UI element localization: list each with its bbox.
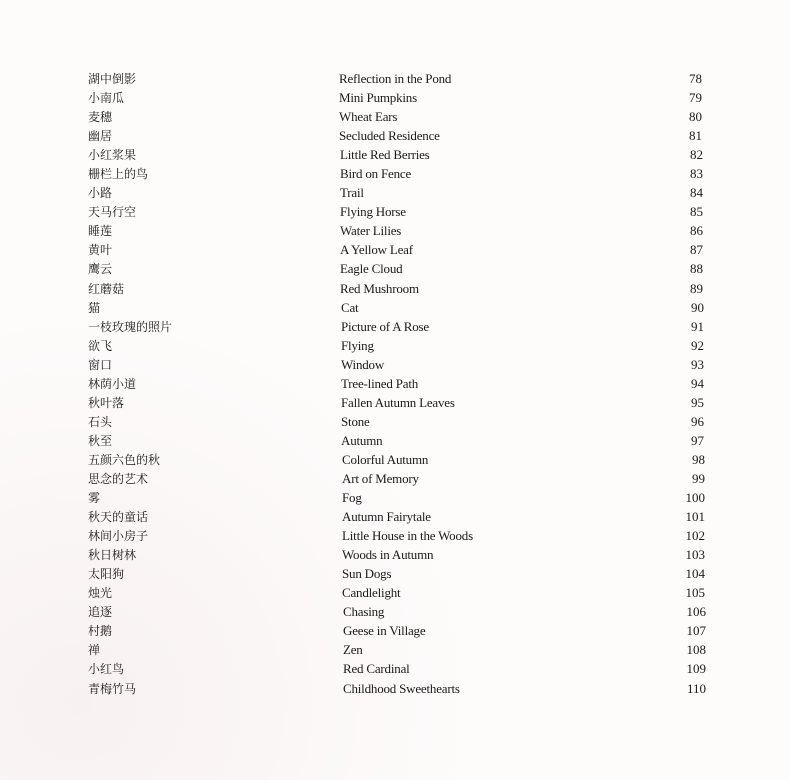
toc-entry-english-title: Art of Memory <box>342 470 419 486</box>
toc-entry-english-title: Flying <box>341 337 374 353</box>
toc-entry-page-number: 101 <box>685 509 705 525</box>
toc-entry <box>0 165 790 184</box>
toc-entry-page-number: 102 <box>685 528 705 544</box>
toc-entry-chinese-title: 栅栏上的鸟 <box>88 167 149 182</box>
toc-entry <box>0 203 790 222</box>
toc-entry-page-number: 87 <box>690 242 703 258</box>
toc-entry-english-title: Reflection in the Pond <box>339 71 452 86</box>
toc-entry <box>0 70 790 89</box>
toc-entry-english-title: Cat <box>341 299 359 315</box>
toc-entry <box>0 260 790 279</box>
toc-entry <box>0 489 790 508</box>
toc-entry-chinese-title: 睡莲 <box>88 224 113 239</box>
toc-entry-page-number: 109 <box>686 661 706 677</box>
toc-entry-page-number: 104 <box>685 566 705 582</box>
toc-entry-english-title: Red Cardinal <box>343 661 410 677</box>
toc-entry-page-number: 79 <box>689 90 702 106</box>
toc-entry-page-number: 82 <box>690 147 703 163</box>
toc-entry-chinese-title: 禅 <box>88 643 101 658</box>
toc-entry-chinese-title: 五颜六色的秋 <box>88 452 161 467</box>
toc-entry <box>0 222 790 241</box>
toc-entry-chinese-title: 黄叶 <box>88 243 113 258</box>
toc-entry-chinese-title: 鹰云 <box>88 262 113 277</box>
toc-entry-page-number: 103 <box>685 547 705 563</box>
toc-entry-page-number: 81 <box>689 128 702 144</box>
toc-entry-english-title: Colorful Autumn <box>342 451 429 467</box>
toc-entry <box>0 394 790 413</box>
toc-entry-page-number: 92 <box>691 337 704 353</box>
toc-entry-chinese-title: 追逐 <box>88 605 113 620</box>
toc-entry <box>0 470 790 489</box>
toc-entry-english-title: Autumn <box>341 432 383 448</box>
toc-entry-english-title: Autumn Fairytale <box>342 509 431 525</box>
toc-entry-page-number: 88 <box>690 261 703 277</box>
toc-entry-english-title: Zen <box>343 642 363 658</box>
toc-entry-page-number: 97 <box>691 432 704 448</box>
toc-entry-page-number: 84 <box>690 185 703 201</box>
toc-entry <box>0 641 790 660</box>
toc-entry <box>0 318 790 337</box>
toc-entry-english-title: Window <box>341 356 385 372</box>
toc-entry <box>0 108 790 127</box>
toc-entry <box>0 565 790 584</box>
toc-entry-chinese-title: 秋天的童话 <box>88 510 149 525</box>
toc-entry-english-title: Sun Dogs <box>342 566 392 582</box>
toc-entry-english-title: Woods in Autumn <box>342 547 434 563</box>
toc-entry <box>0 337 790 356</box>
toc-entry-chinese-title: 小南瓜 <box>88 91 125 106</box>
toc-entry-english-title: Little House in the Woods <box>342 528 473 544</box>
toc-entry-chinese-title: 秋叶落 <box>88 395 125 410</box>
toc-entry-chinese-title: 小路 <box>88 186 113 201</box>
toc-entry <box>0 603 790 622</box>
toc-entry-chinese-title: 石头 <box>88 414 113 429</box>
toc-entry-page-number: 95 <box>691 394 704 410</box>
toc-entry-english-title: Fog <box>342 490 362 506</box>
toc-entry <box>0 280 790 299</box>
toc-entry-english-title: A Yellow Leaf <box>340 242 413 258</box>
toc-entry-page-number: 91 <box>691 318 704 334</box>
toc-entry-english-title: Candlelight <box>342 585 401 601</box>
toc-entry-chinese-title: 小红浆果 <box>88 148 137 163</box>
toc-entry <box>0 546 790 565</box>
toc-entry-page-number: 94 <box>691 375 704 391</box>
toc-entry-page-number: 99 <box>692 470 705 486</box>
toc-entry-page-number: 96 <box>691 413 704 429</box>
toc-entry-english-title: Fallen Autumn Leaves <box>341 394 455 410</box>
toc-entry-page-number: 100 <box>685 490 705 506</box>
toc-entry-english-title: Chasing <box>343 604 385 620</box>
toc-entry-page-number: 107 <box>686 623 706 639</box>
toc-entry-page-number: 105 <box>685 585 705 601</box>
toc-entry-english-title: Picture of A Rose <box>341 318 429 334</box>
toc-entry-english-title: Little Red Berries <box>340 147 430 163</box>
toc-entry <box>0 527 790 546</box>
toc-entry-page-number: 89 <box>690 280 703 296</box>
toc-entry-english-title: Bird on Fence <box>340 166 412 182</box>
toc-entry-chinese-title: 天马行空 <box>88 205 137 220</box>
toc-entry <box>0 89 790 108</box>
toc-entry-page-number: 90 <box>691 299 704 315</box>
toc-entry <box>0 299 790 318</box>
toc-entry-page-number: 86 <box>690 223 703 239</box>
toc-entry-english-title: Water Lilies <box>340 223 402 239</box>
toc-entry-english-title: Stone <box>341 413 370 429</box>
toc-entry-chinese-title: 雾 <box>88 491 101 506</box>
toc-entry <box>0 451 790 470</box>
toc-entry-english-title: Geese in Village <box>343 623 426 639</box>
toc-entry-english-title: Trail <box>340 185 364 201</box>
table-of-contents <box>0 70 790 699</box>
toc-entry-chinese-title: 林荫小道 <box>88 376 137 391</box>
toc-entry-page-number: 110 <box>686 680 706 696</box>
toc-entry-english-title: Red Mushroom <box>340 280 419 296</box>
toc-entry-chinese-title: 烛光 <box>88 586 113 601</box>
toc-entry-chinese-title: 秋至 <box>88 433 113 448</box>
toc-entry-english-title: Childhood Sweethearts <box>343 680 460 696</box>
toc-entry <box>0 375 790 394</box>
toc-entry-page-number: 78 <box>689 71 702 86</box>
toc-entry-chinese-title: 太阳狗 <box>88 567 125 582</box>
toc-entry-english-title: Wheat Ears <box>339 109 398 125</box>
toc-entry <box>0 660 790 679</box>
toc-entry-page-number: 98 <box>692 451 705 467</box>
toc-entry <box>0 356 790 375</box>
toc-entry-chinese-title: 思念的艺术 <box>88 471 149 486</box>
toc-entry-page-number: 108 <box>686 642 706 658</box>
toc-entry-chinese-title: 麦穗 <box>88 110 113 125</box>
toc-entry <box>0 622 790 641</box>
toc-entry-chinese-title: 窗口 <box>88 357 113 372</box>
toc-entry <box>0 508 790 527</box>
toc-entry <box>0 184 790 203</box>
toc-entry <box>0 127 790 146</box>
toc-entry <box>0 241 790 260</box>
toc-entry-chinese-title: 青梅竹马 <box>88 681 137 696</box>
toc-entry-english-title: Tree-lined Path <box>341 375 419 391</box>
toc-entry <box>0 413 790 432</box>
toc-entry-chinese-title: 小红鸟 <box>88 662 125 677</box>
toc-entry-english-title: Flying Horse <box>340 204 406 220</box>
toc-entry-english-title: Secluded Residence <box>339 128 440 144</box>
toc-entry-chinese-title: 一枝玫瑰的照片 <box>88 319 173 334</box>
toc-entry-english-title: Eagle Cloud <box>340 261 403 277</box>
toc-entry <box>0 584 790 603</box>
toc-entry-chinese-title: 秋日树林 <box>88 548 137 563</box>
toc-entry-page-number: 80 <box>689 109 702 125</box>
toc-entry <box>0 680 790 699</box>
toc-entry-page-number: 83 <box>690 166 703 182</box>
toc-entry-chinese-title: 红蘑菇 <box>88 281 125 296</box>
toc-entry <box>0 146 790 165</box>
toc-entry <box>0 432 790 451</box>
toc-entry-chinese-title: 欲飞 <box>88 338 113 353</box>
toc-entry-chinese-title: 林间小房子 <box>88 529 149 544</box>
toc-entry-chinese-title: 村鹅 <box>88 624 113 639</box>
toc-entry-chinese-title: 幽居 <box>88 129 113 144</box>
toc-entry-page-number: 85 <box>690 204 703 220</box>
toc-entry-english-title: Mini Pumpkins <box>339 90 417 106</box>
toc-entry-page-number: 93 <box>691 356 704 372</box>
toc-entry-page-number: 106 <box>686 604 706 620</box>
toc-entry-chinese-title: 猫 <box>88 300 101 315</box>
toc-entry-chinese-title: 湖中倒影 <box>88 72 137 86</box>
